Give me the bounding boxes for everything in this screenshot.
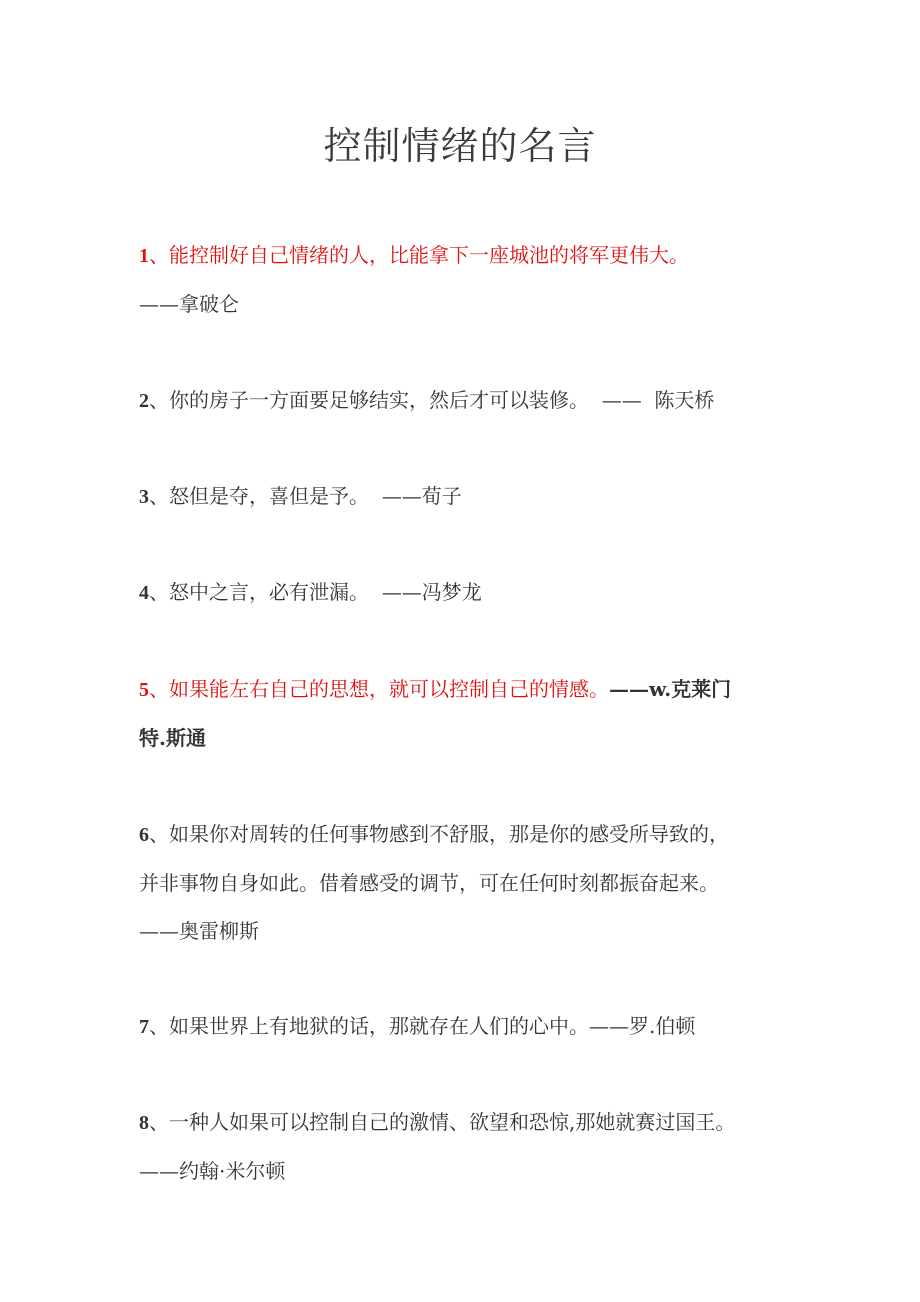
quote-text: 怒中之言，必有泄漏。 ——冯梦龙 [169,580,482,604]
quote-5 [139,665,819,762]
quote-text-continued: 并非事物自身如此。借着感受的调节，可在任何时刻都振奋起来。 [139,871,719,895]
quote-8 [139,1098,819,1195]
quote-6-line-1 [139,810,819,859]
quote-4 [139,568,819,617]
quote-number: 6 [139,824,149,846]
quote-separator: 、 [149,822,169,846]
quote-8-line-1 [139,1098,819,1147]
quote-2 [139,376,819,425]
quote-3-line-1 [139,472,819,521]
quote-text: 怒但是夺，喜但是予。 ——荀子 [169,484,462,508]
quote-5-line-1 [139,665,819,714]
quote-author-continued: 特.斯通 [139,726,206,750]
quote-4-line-1 [139,568,819,617]
quote-text: 能控制好自己情绪的人，比能拿下一座城池的将军更伟大。 [169,243,689,267]
quote-separator: 、 [149,243,169,267]
quote-number: 2 [139,390,149,412]
quote-number: 8 [139,1112,149,1134]
quote-author: ——奥雷柳斯 [139,919,259,943]
quote-6 [139,810,819,955]
quote-number: 1 [139,245,149,267]
quote-separator: 、 [149,1110,169,1134]
quote-number: 5 [139,679,149,701]
quote-author: ——约翰·米尔顿 [139,1159,286,1183]
quote-text: 如果世界上有地狱的话，那就存在人们的心中。——罗.伯顿 [169,1014,696,1038]
quote-1-line-1 [139,231,819,280]
quote-3 [139,472,819,521]
quote-1 [139,231,819,328]
quote-text: 如果你对周转的任何事物感到不舒服，那是你的感受所导致的， [169,822,729,846]
quote-separator: 、 [149,388,169,412]
quote-number: 4 [139,582,149,604]
quote-7 [139,1002,819,1051]
quote-separator: 、 [149,677,169,701]
quote-number: 7 [139,1016,149,1038]
quote-author: ——拿破仑 [139,292,239,316]
quote-text: 如果能左右自己的思想，就可以控制自己的情感。 [169,677,609,701]
quote-7-line-1 [139,1002,819,1051]
quote-2-line-1 [139,376,819,425]
quote-separator: 、 [149,1014,169,1038]
page-title: 控制情绪的名言 [323,124,597,168]
quote-text: 一种人如果可以控制自己的激情、欲望和恐惊,那她就赛过国王。 [169,1110,736,1134]
quote-author: ——w.克莱门 [609,677,732,701]
quote-number: 3 [139,486,149,508]
quote-text: 你的房子一方面要足够结实，然后才可以装修。 —— 陈天桥 [169,388,715,412]
quote-separator: 、 [149,484,169,508]
quote-separator: 、 [149,580,169,604]
